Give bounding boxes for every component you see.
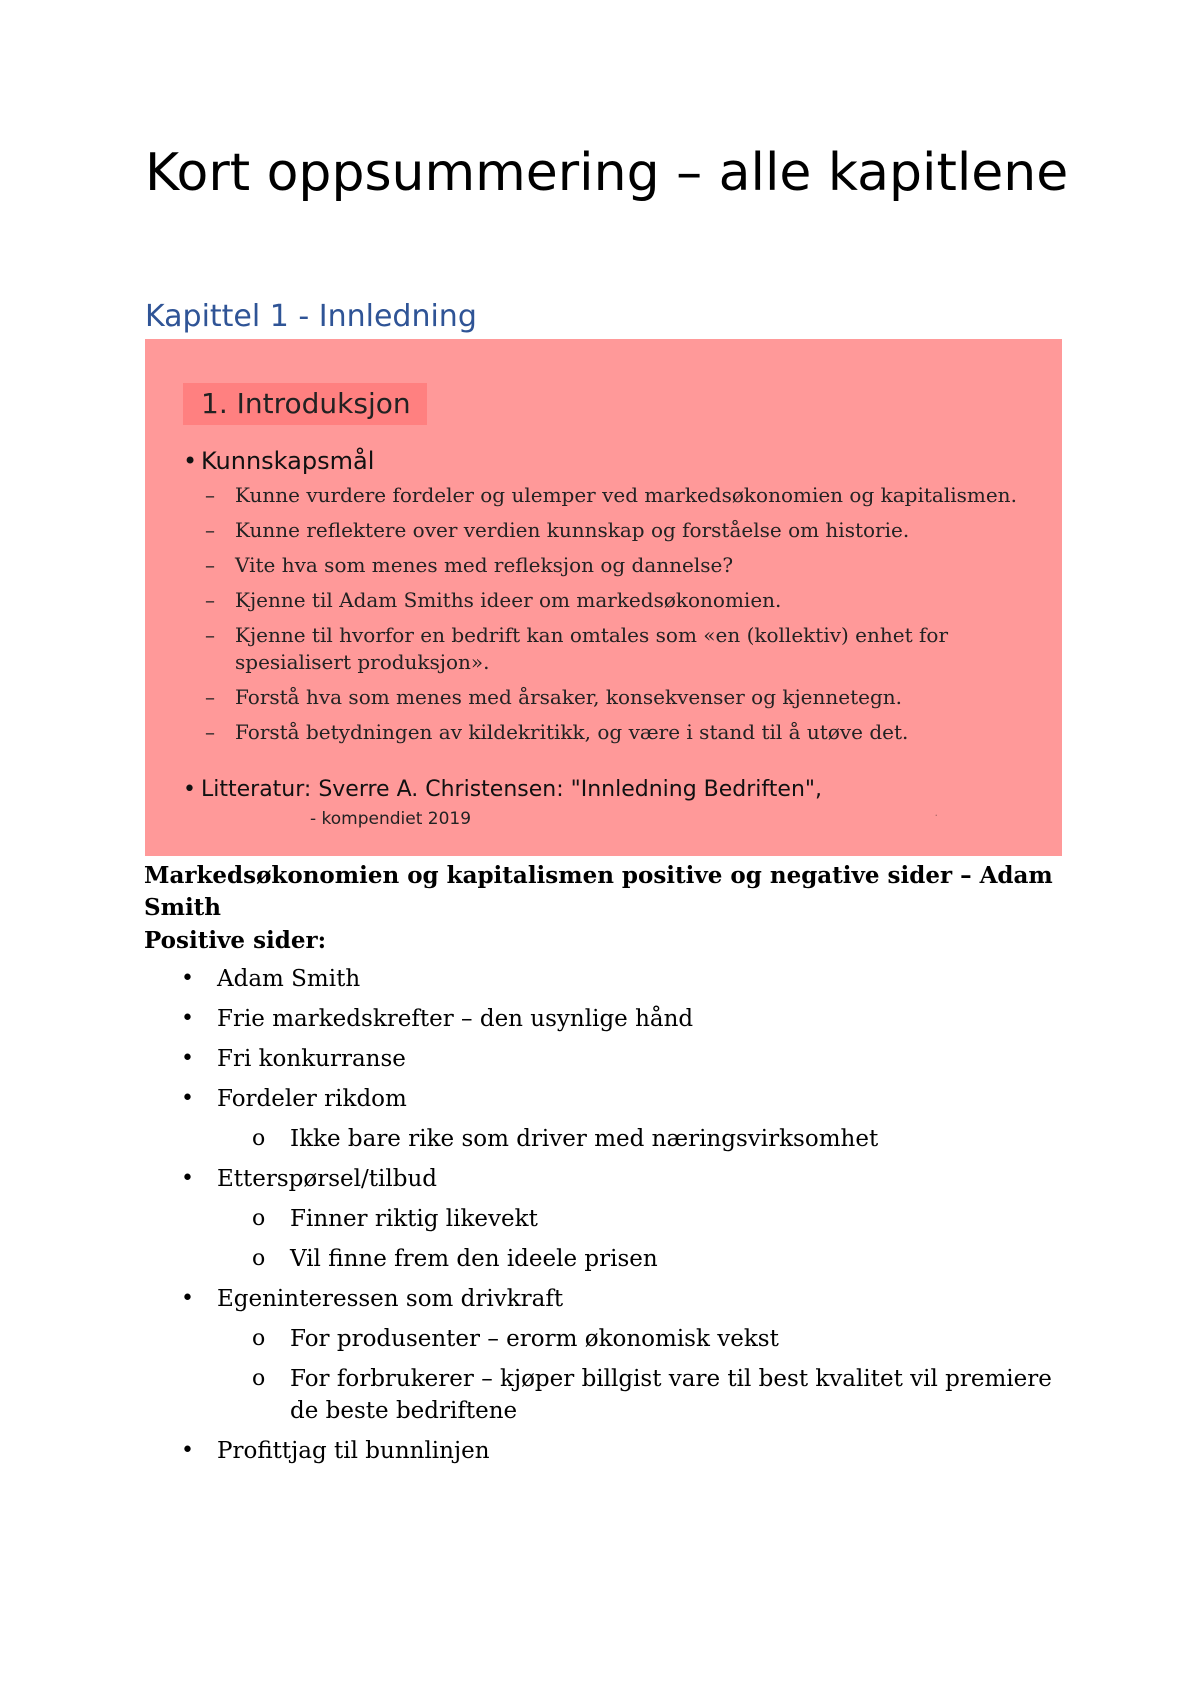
list-item: • Frie markedskrefter – den usynlige hånd: [144, 1003, 1074, 1035]
slide-goal-item: – Kunne reflektere over verdien kunnskap og forståelse om historie.: [205, 518, 910, 542]
bullet-icon: •: [181, 1086, 194, 1111]
bullet-icon: •: [183, 777, 196, 802]
circle-bullet-icon: o: [252, 1206, 266, 1231]
slide-goal-item: – Forstå hva som menes med årsaker, konsekvenser og kjennetegn.: [205, 685, 903, 709]
section-heading: Markedsøkonomien og kapitalismen positive og negative sider – Adam Smith: [144, 862, 1053, 921]
bullet-icon: •: [181, 1046, 194, 1071]
bullet-icon: •: [181, 1438, 194, 1463]
list-item: o Vil finne frem den ideele prisen: [144, 1243, 1074, 1275]
chapter-heading: Kapittel 1 - Innledning: [145, 299, 477, 334]
slide-literature: • Litteratur: Sverre A. Christensen: "Innledning Bedriften",: [183, 777, 822, 802]
slide-goal-item: – Kjenne til Adam Smiths ideer om markedsøkonomien.: [205, 588, 782, 612]
document-title: Kort oppsummering – alle kapitlene: [145, 143, 1069, 203]
circle-bullet-icon: o: [252, 1326, 266, 1351]
positive-sides-list: [144, 963, 1074, 1467]
slide-heading: 1. Introduksjon: [183, 383, 427, 425]
slide-literature-sub: - kompendiet 2019: [310, 809, 472, 829]
slide-mark: ·: [934, 809, 938, 822]
bullet-icon: •: [181, 1286, 194, 1311]
list-item: • Fordeler rikdom: [144, 1083, 1074, 1115]
list-item: o For produsenter – erorm økonomisk vekst: [144, 1323, 1074, 1355]
circle-bullet-icon: o: [252, 1246, 266, 1271]
bullet-icon: •: [181, 966, 194, 991]
slide-goal-item: – Kunne vurdere fordeler og ulemper ved markedsøkonomien og kapitalismen.: [205, 483, 1017, 507]
list-item: o Ikke bare rike som driver med næringsvirksomhet: [144, 1123, 1074, 1155]
bullet-icon: •: [181, 1006, 194, 1031]
list-item: • Fri konkurranse: [144, 1043, 1074, 1075]
list-item: • Profittjag til bunnlinjen: [144, 1435, 1074, 1467]
slide-goals-list: [205, 482, 1025, 754]
bullet-icon: •: [181, 1166, 194, 1191]
circle-bullet-icon: o: [252, 1366, 266, 1391]
list-item: o Finner riktig likevekt: [144, 1203, 1074, 1235]
slide-goal-item: – Vite hva som menes med refleksjon og dannelse?: [205, 553, 734, 577]
list-item: o For forbrukerer – kjøper billgist vare til best kvalitet vil premiere de beste bedriftene: [144, 1363, 1074, 1427]
list-item: • Egeninteressen som drivkraft: [144, 1283, 1074, 1315]
slide-goals-label: • Kunnskapsmål: [183, 447, 375, 475]
positive-sides-label: Positive sider:: [144, 927, 327, 954]
slide-goal-item: – Kjenne til hvorfor en bedrift kan omtales som «en (kollektiv) enhet for spesialisert produksjon».: [205, 623, 949, 674]
list-item: • Etterspørsel/tilbud: [144, 1163, 1074, 1195]
slide-image: [145, 339, 1062, 856]
slide-goal-item: – Forstå betydningen av kildekritikk, og være i stand til å utøve det.: [205, 720, 909, 744]
bullet-icon: •: [183, 447, 198, 475]
circle-bullet-icon: o: [252, 1126, 266, 1151]
list-item: • Adam Smith: [144, 963, 1074, 995]
